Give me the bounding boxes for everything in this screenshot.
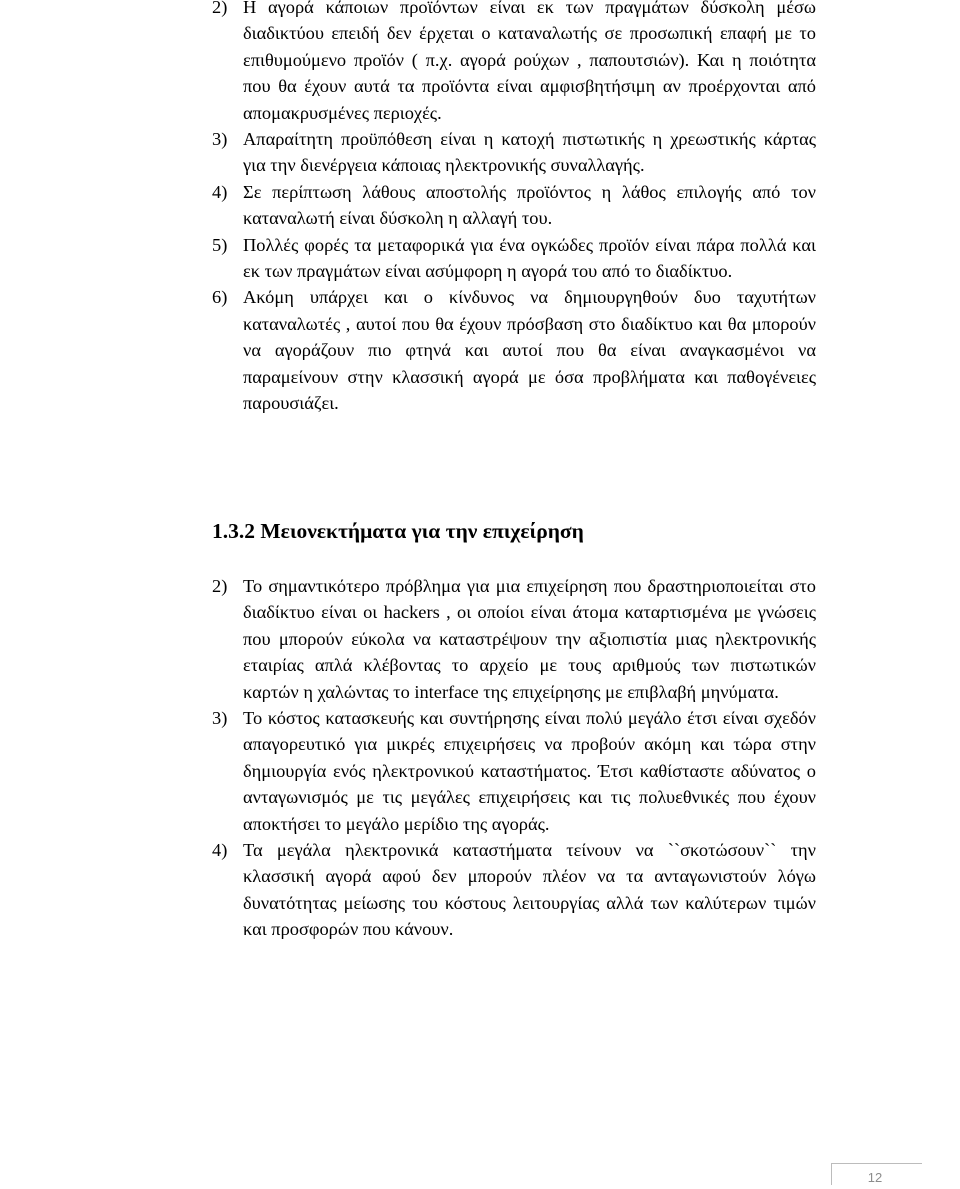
list-item-number: 4) bbox=[212, 840, 228, 861]
list-item bbox=[212, 179, 816, 232]
page-number-box bbox=[831, 1163, 922, 1185]
drawbacks-business-list bbox=[212, 573, 816, 943]
list-item bbox=[212, 837, 816, 943]
list-item bbox=[212, 0, 816, 126]
list-item bbox=[212, 232, 816, 285]
list-item-number: 3) bbox=[212, 708, 228, 729]
list-item-text: Απαραίτητη προϋπόθεση είναι η κατοχή πιστωτικής η χρεωστικής κάρτας για την διενέργεια κάποιας ηλεκτρονικής συναλλαγής. bbox=[243, 129, 816, 176]
list-item bbox=[212, 284, 816, 416]
list-item-number: 3) bbox=[212, 129, 228, 150]
list-item-number: 2) bbox=[212, 0, 228, 17]
list-item-text: Σε περίπτωση λάθους αποστολής προϊόντος η λάθος επιλογής από τον καταναλωτή είναι δύσκολη η αλλαγή του. bbox=[243, 181, 816, 229]
list-item-number: 2) bbox=[212, 576, 228, 596]
list-item-text: Η αγορά κάποιων προϊόντων είναι εκ των πραγμάτων δύσκολη μέσω διαδικτύου επειδή δεν έρχεται ο καταναλωτής σε προσωπική επαφή με το επιθυμούμενο προϊόν ( π.χ. αγορά ρούχων , παπουτσιών). Και η ποιότητα που θα έχουν αυτά τα προϊόντα είναι αμφισβητήσιμη αν προέρχονται από απομακρυσμένες περιοχές. bbox=[243, 0, 816, 123]
list-item-text: Το κόστος κατασκευής και συντήρησης είναι πολύ μεγάλο έτσι είναι σχεδόν απαγορευτικό για μικρές επιχειρήσεις να προβούν ακόμη και τώρα στην δημιουργία ενός ηλεκτρονικού καταστήματος. Έτσι καθίσταστε αδύνατος ο ανταγωνισμός με τις μεγάλες επιχειρήσεις και τις πολυεθνικές που έχουν αποκτήσει το μεγάλο μερίδιο της αγοράς. bbox=[243, 708, 816, 834]
list-item-text: Ακόμη υπάρχει και ο κίνδυνος να δημιουργηθούν δυο ταχυτήτων καταναλωτές , αυτοί που θα έχουν πρόσβαση στο διαδίκτυο και θα μπορούν να αγοράζουν πιο φτηνά και αυτοί που θα είναι αναγκασμένοι να παραμείνουν στην κλασσική αγορά με όσα προβλήματα και παθογένειες παρουσιάζει. bbox=[243, 287, 816, 414]
drawbacks-consumer-list bbox=[212, 0, 816, 417]
list-item-number: 5) bbox=[212, 234, 228, 255]
list-item-number: 6) bbox=[212, 287, 228, 308]
list-item-text: Τα μεγάλα ηλεκτρονικά καταστήματα τείνουν να ``σκοτώσουν`` την κλασσική αγορά αφού δεν μπορούν πλέον να τα ανταγωνιστούν λόγω δυνατότητας μείωσης του κόστους λειτουργίας αλλά των καλύτερων τιμών και προσφορών που κάνουν. bbox=[243, 840, 816, 940]
list-item-text: Πολλές φορές τα μεταφορικά για ένα ογκώδες προϊόν είναι πάρα πολλά και εκ των πραγμάτων είναι ασύμφορη η αγορά του από το διαδίκτυο. bbox=[243, 234, 816, 282]
section-heading: 1.3.2 Μειονεκτήματα για την επιχείρηση bbox=[212, 519, 584, 543]
list-item bbox=[212, 705, 816, 837]
list-item-text: Το σημαντικότερο πρόβλημα για μια επιχείρηση που δραστηριοποιείται στο διαδίκτυο είναι οι hackers , οι οποίοι είναι άτομα καταρτισμένα με γνώσεις που μπορούν εύκολα να καταστρέψουν την αξιοπιστία μιας ηλεκτρονικής εταιρίας απλά κλέβοντας το αρχείο με τους αριθμούς των πιστωτικών καρτών η χαλώντας το interface της επιχείρησης με επιβλαβή μηνύματα. bbox=[243, 576, 816, 702]
list-item-number: 4) bbox=[212, 181, 228, 202]
list-item bbox=[212, 573, 816, 705]
page-number: 12 bbox=[867, 1170, 883, 1185]
list-item bbox=[212, 126, 816, 179]
